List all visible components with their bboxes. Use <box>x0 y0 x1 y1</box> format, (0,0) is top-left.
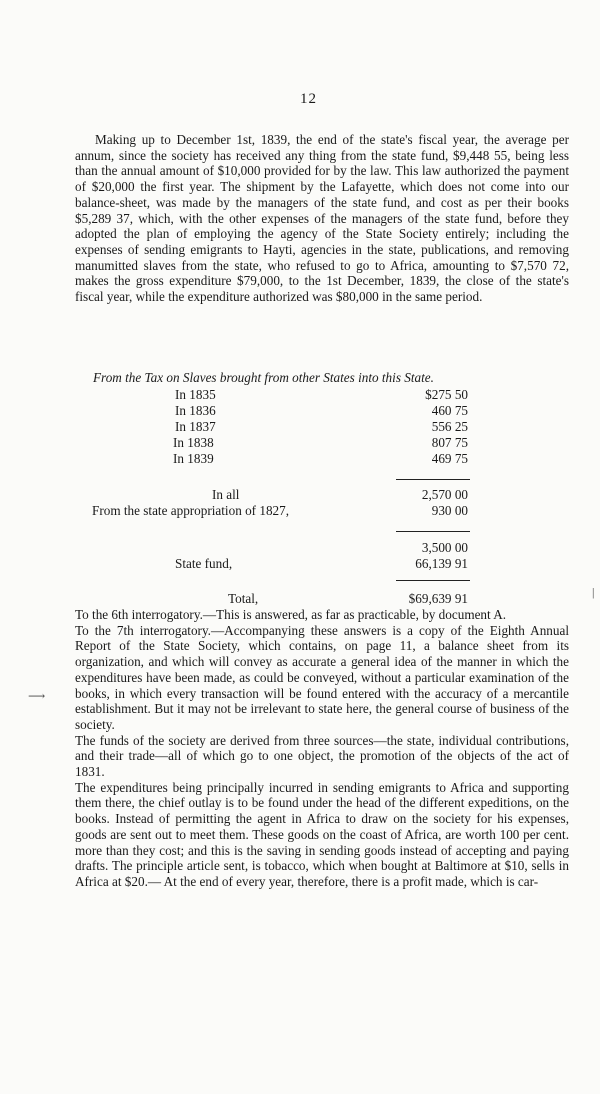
appropriation-amount: 930 00 <box>431 503 468 518</box>
in-all-amount: 2,570 00 <box>421 487 468 502</box>
state-fund-amount: 66,139 91 <box>415 556 468 571</box>
total-label: Total, <box>228 591 259 606</box>
answers-section <box>75 607 569 890</box>
paragraph-fiscal-summary: Making up to December 1st, 1839, the end of the state's fiscal year, the average per annum, since the society has received any thing from the state fund, $9,448 55, being less than the annual amount of $10,000 provided for by the law. This law authorized the payment of $20,000 the first year. The shipment by the Lafayette, which does not come into our balance-sheet, was made by the managers of the state fund, and cost as per their books $5,289 37, which, with the other expenses of the managers of the state fund, before they adopted the plan of employing the agency of the State Society entirely; including the expenses of sending emigrants to Hayti, agencies in the state, publications, and removing manumitted slaves from the state, who refused to go to Africa, amounting to $7,570 72, makes the gross expenditure $79,000, to the 1st December, 1839, the close of the state's fiscal year, while the expenditure authorized was $80,000 in the same period. <box>75 132 569 305</box>
table-row-label: In 1839 <box>173 451 214 466</box>
opening-paragraph <box>75 132 569 305</box>
table-row-amount: $275 50 <box>425 387 468 402</box>
appropriation-label: From the state appropriation of 1827, <box>92 503 290 518</box>
margin-bracket-icon: | <box>592 585 595 599</box>
table-row-label: In 1838 <box>173 435 214 450</box>
paragraph-6th-interrogatory: To the 6th interrogatory.—This is answered, as far as practicable, by document A. <box>75 607 507 622</box>
sum-rule <box>396 531 470 532</box>
tax-table-heading: From the Tax on Slaves brought from other States into this State. <box>93 370 434 385</box>
state-fund-label: State fund, <box>175 556 233 571</box>
paragraph-7th-interrogatory: To the 7th interrogatory.—Accompanying these answers is a copy of the Eighth Annual Report of the State Society, which contains, on page 11, a balance sheet from its organization, and which will convey as accurate a general idea of the manner in which the expenditures have been made, as could be conveyed, without a particular examination of the books, in which every transaction will be found entered with the accuracy of a mercantile establishment. But it may not be irrelevant to state here, the general course of business of the society. <box>75 622 569 732</box>
table-row-label: In 1836 <box>175 403 216 418</box>
subtotal-amount: 3,500 00 <box>421 540 468 555</box>
sum-rule <box>396 580 470 581</box>
margin-arrow-icon: ⟶ <box>28 689 46 703</box>
table-row-amount: 469 75 <box>431 451 468 466</box>
paragraph-funds-sources: The funds of the society are derived from three sources—the state, individual contributions, and their trade—all of which go to one object, the promotion of the objects of the act of 1831. <box>75 732 569 780</box>
table-row-amount: 807 75 <box>431 435 468 450</box>
table-row-amount: 460 75 <box>431 403 468 418</box>
sum-rule <box>396 479 470 480</box>
page-number: 12 <box>300 91 317 107</box>
table-row-amount: 556 25 <box>431 419 468 434</box>
total-amount: $69,639 91 <box>408 591 468 606</box>
table-row-label: In 1835 <box>175 387 216 402</box>
in-all-label: In all <box>212 487 240 502</box>
paragraph-expenditures: The expenditures being principally incurred in sending emigrants to Africa and supporting them there, the chief outlay is to be found under the head of the different expeditions, on the books. Instead of permitting the agent in Africa to draw on the society for his expenses, goods are sent out to meet them. These goods on the coast of Africa, are worth 100 per cent. more than they cost; and this is the saving in sending goods instead of accepting and paying drafts. The principle article sent, is tobacco, which when bought at Baltimore at $10, sells in Africa at $20.— At the end of every year, therefore, there is a profit made, which is car- <box>75 779 569 889</box>
table-row-label: In 1837 <box>175 419 216 434</box>
